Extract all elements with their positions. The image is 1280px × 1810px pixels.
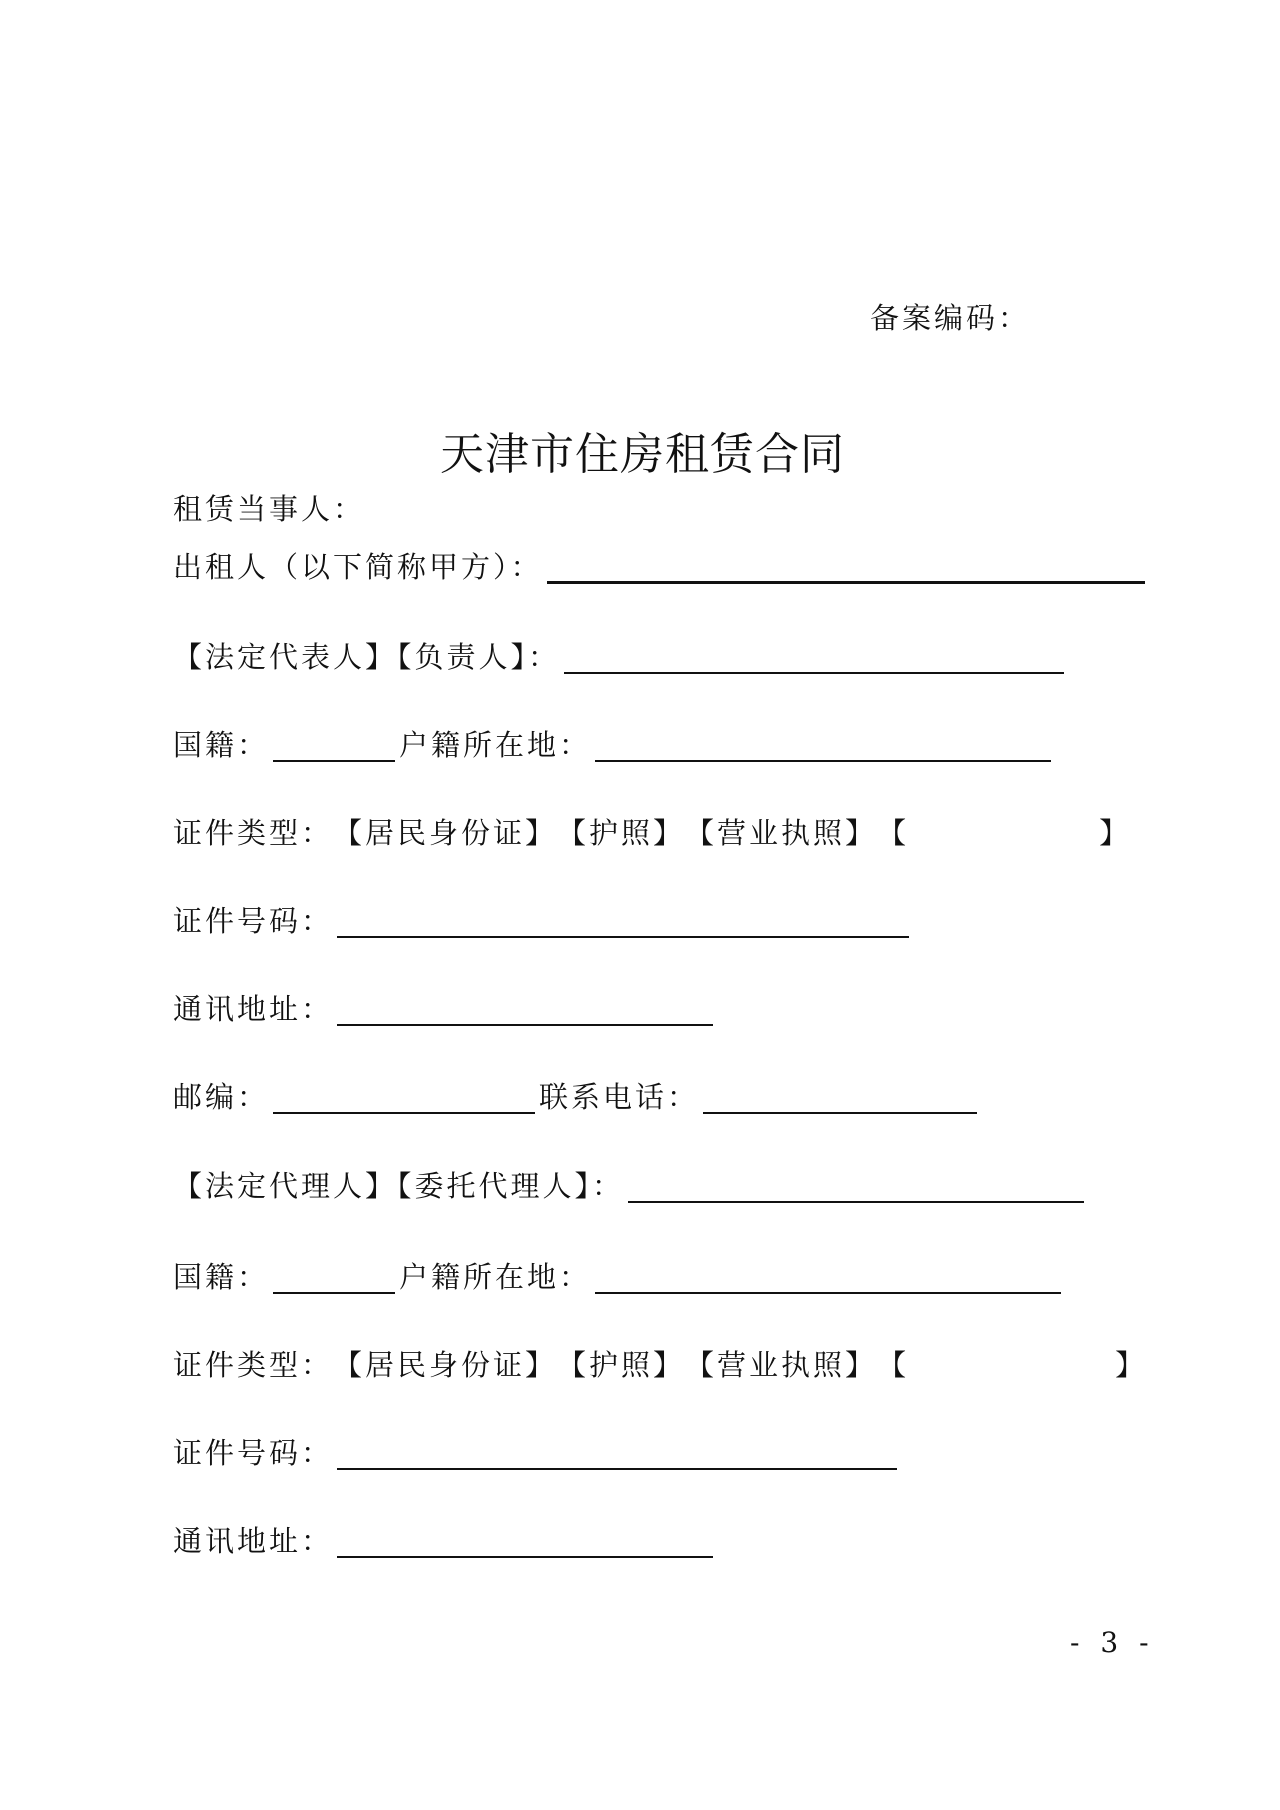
agent-label: 【法定代理人】【委托代理人】： <box>173 1169 625 1203</box>
rep-postal-field[interactable] <box>273 1082 535 1114</box>
rep-nationality-label: 国籍： <box>173 728 270 762</box>
representative-field[interactable] <box>564 642 1064 674</box>
lessor-row <box>173 546 1149 586</box>
rep-residence-label: 户籍所在地： <box>399 728 592 762</box>
agent-nationality-field[interactable] <box>273 1262 395 1294</box>
agent-id-number-row <box>173 1432 901 1472</box>
rep-id-type-label: 证件类型： <box>173 816 334 850</box>
agent-id-option-business-license[interactable]: 【营业执照】 <box>685 1348 878 1382</box>
agent-field[interactable] <box>628 1171 1084 1203</box>
rep-id-number-row <box>173 900 913 940</box>
agent-id-option-resident-card[interactable]: 【居民身份证】 <box>333 1348 558 1382</box>
page-number: - 3 - <box>1070 1626 1155 1659</box>
representative-label: 【法定代表人】【负责人】： <box>173 640 561 674</box>
document-title: 天津市住房租赁合同 <box>440 429 845 480</box>
agent-id-option-other-close: 】 <box>1115 1348 1148 1382</box>
rep-postal-label: 邮编： <box>173 1080 270 1114</box>
agent-address-field[interactable] <box>337 1526 713 1558</box>
lessor-field[interactable] <box>547 551 1145 584</box>
agent-id-type-row <box>173 1344 1147 1384</box>
lessor-label: 出租人（以下简称甲方）： <box>173 550 543 584</box>
rep-id-number-field[interactable] <box>337 906 909 938</box>
agent-nationality-row <box>173 1256 1065 1296</box>
agent-row <box>173 1165 1088 1205</box>
agent-id-option-passport[interactable]: 【护照】 <box>557 1348 686 1382</box>
agent-id-type-label: 证件类型： <box>173 1348 334 1382</box>
filing-code-label: 备案编码： <box>870 301 1031 335</box>
agent-id-option-other-open[interactable]: 【 <box>877 1348 910 1382</box>
agent-id-number-label: 证件号码： <box>173 1436 334 1470</box>
rep-phone-field[interactable] <box>703 1082 977 1114</box>
rep-id-option-resident-card[interactable]: 【居民身份证】 <box>333 816 558 850</box>
rep-id-option-other-close: 】 <box>1099 816 1132 850</box>
rep-residence-field[interactable] <box>595 730 1051 762</box>
rep-address-label: 通讯地址： <box>173 992 334 1026</box>
rep-id-option-other-open[interactable]: 【 <box>877 816 910 850</box>
agent-address-label: 通讯地址： <box>173 1524 334 1558</box>
rep-id-number-label: 证件号码： <box>173 904 334 938</box>
rep-nationality-row <box>173 724 1055 764</box>
rep-address-row <box>173 988 717 1028</box>
agent-nationality-label: 国籍： <box>173 1260 270 1294</box>
rep-address-field[interactable] <box>337 994 713 1026</box>
rep-postal-row <box>173 1076 981 1116</box>
rep-phone-label: 联系电话： <box>539 1080 700 1114</box>
representative-row <box>173 636 1068 676</box>
agent-residence-label: 户籍所在地： <box>399 1260 592 1294</box>
rep-nationality-field[interactable] <box>273 730 395 762</box>
agent-address-row <box>173 1520 717 1560</box>
agent-residence-field[interactable] <box>595 1262 1061 1294</box>
rep-id-option-passport[interactable]: 【护照】 <box>557 816 686 850</box>
agent-id-number-field[interactable] <box>337 1438 897 1470</box>
rep-id-option-business-license[interactable]: 【营业执照】 <box>685 816 878 850</box>
parties-heading-text: 租赁当事人： <box>173 492 366 526</box>
parties-heading <box>173 488 365 528</box>
rep-id-type-row <box>173 812 1131 852</box>
